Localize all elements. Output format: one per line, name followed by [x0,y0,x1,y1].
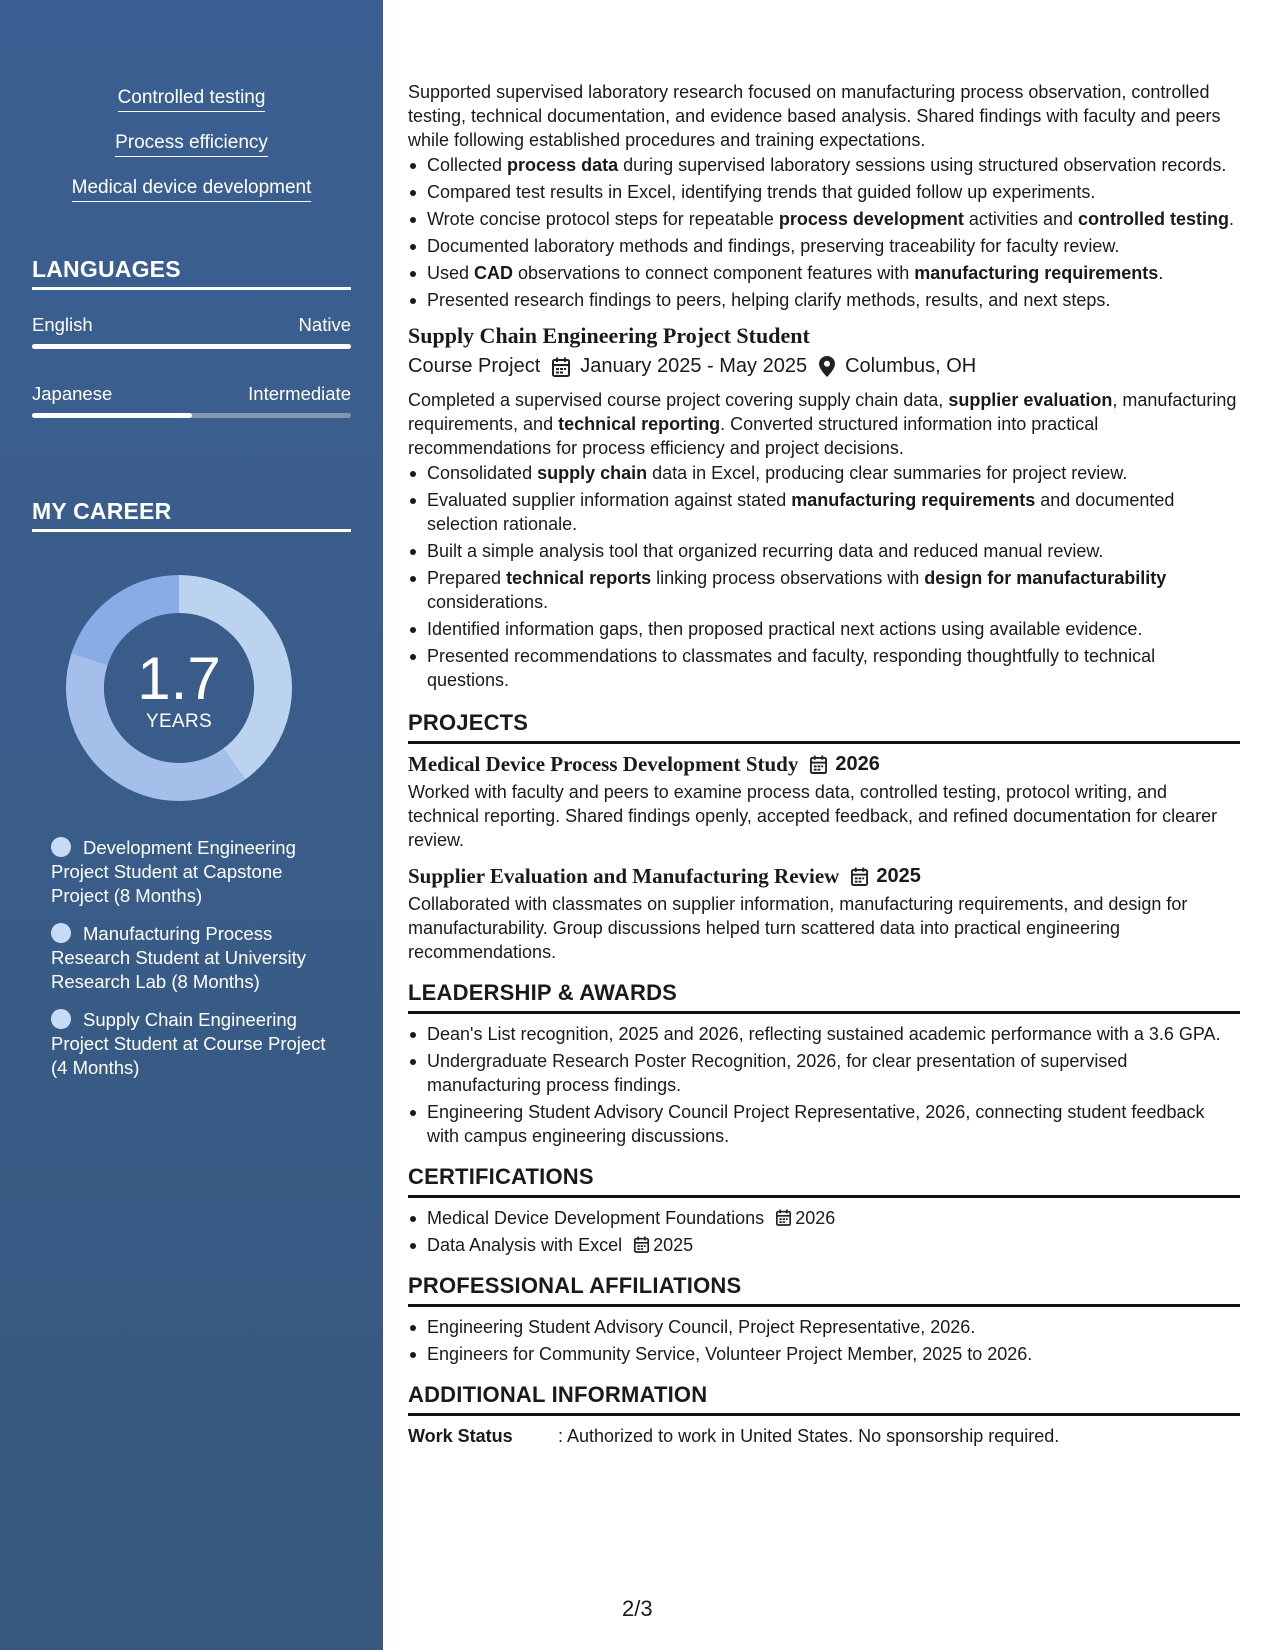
language-proficiency-fill [32,413,192,418]
career-heading: MY CAREER [32,498,351,532]
language-row [32,314,351,336]
text-segment: data in Excel, producing clear summaries for project review. [647,463,1128,483]
bullet-item [408,207,1240,231]
sidebar [0,0,383,1650]
bullet-item [408,288,1240,312]
text-segment: Completed a supervised course project covering supply chain data, [408,390,949,410]
project-description: Worked with faculty and peers to examine process data, controlled testing, protocol writing, and technical reporting. Shared findings openly, accepted feedback, and refined documentation for clearer review. [408,782,1218,850]
certifications-list [408,1206,1240,1257]
bullet-item [408,488,1240,536]
certification-year: 2025 [653,1235,694,1255]
skill-item: Controlled testing [118,86,266,112]
project-title: Supplier Evaluation and Manufacturing Review [408,864,840,888]
text-segment: Wrote concise protocol steps for repeatable [427,209,779,229]
career-list [51,836,331,1094]
text-segment: activities and [963,209,1078,229]
work-status-value: : Authorized to work in United States. No sponsorship required. [558,1426,1060,1446]
bullet-item [408,617,1240,641]
calendar-icon [851,867,868,886]
project-year: 2025 [876,865,921,887]
certification-item [408,1206,1240,1230]
text-segment: observations to connect component features with [513,263,915,283]
award-item: Engineering Student Advisory Council Project Representative, 2026, connecting student feedback with campus engineering discussions. [408,1100,1240,1148]
career-item [51,922,331,994]
language-level: Intermediate [248,383,351,404]
research-summary: Supported supervised laboratory research focused on manufacturing process observation, controlled testing, technical documentation, and evidence based analysis. Shared findings with faculty and peers while following established procedures and training expectations. [408,82,1221,150]
career-dot-icon [51,923,71,943]
skills-list [0,86,383,221]
bullet-item [408,261,1240,285]
career-item-text: Development Engineering Project Student at Capstone Project (8 Months) [51,837,296,906]
text-segment: Built a simple analysis tool that organized recurring data and reduced manual review. [427,541,1104,561]
career-item-text: Supply Chain Engineering Project Student at Course Project (4 Months) [51,1009,326,1078]
job-title: Supply Chain Engineering Project Student [408,323,810,348]
skill-item: Medical device development [72,176,312,202]
awards-list [408,1022,1240,1148]
page-number: 2/3 [622,1596,653,1621]
language-proficiency-bar [32,344,351,349]
emphasis-text: CAD [474,263,514,283]
bullet-item [408,539,1240,563]
research-bullets [408,153,1240,312]
emphasis-text: technical reports [506,568,652,588]
text-segment: linking process observations with [651,568,925,588]
career-item [51,1008,331,1080]
emphasis-text: design for manufacturability [924,568,1167,588]
career-total-unit: YEARS [146,711,212,732]
bullet-item [408,180,1240,204]
text-segment: Collected [427,155,508,175]
certification-name: Data Analysis with Excel [427,1235,623,1255]
awards-heading: LEADERSHIP & AWARDS [408,980,1240,1014]
job-dates: January 2025 - May 2025 [580,355,808,377]
map-pin-icon [819,356,835,377]
affiliation-item: Engineering Student Advisory Council, Project Representative, 2026. [408,1315,1240,1339]
job-meta [408,355,1240,378]
job-bullets [408,461,1240,692]
award-item: Dean's List recognition, 2025 and 2026, reflecting sustained academic performance with a 3.6 GPA. [408,1022,1240,1046]
text-segment: Consolidated [427,463,538,483]
text-segment: Prepared [427,568,507,588]
language-level: Native [298,314,351,335]
emphasis-text: process data [507,155,619,175]
calendar-icon [776,1209,791,1226]
career-total [66,575,292,801]
text-segment: . [1158,263,1164,283]
project-title-row [408,864,1240,889]
emphasis-text: manufacturing requirements [791,490,1036,510]
calendar-icon [634,1236,649,1253]
certification-item [408,1233,1240,1257]
skill-item: Process efficiency [115,131,268,157]
bullet-item [408,153,1240,177]
text-segment: and documented selection rationale. [427,490,1175,534]
affiliations-heading: PROFESSIONAL AFFILIATIONS [408,1273,1240,1307]
emphasis-text: supplier evaluation [948,390,1113,410]
certification-name: Medical Device Development Foundations [427,1208,765,1228]
text-segment: . Converted structured information into practical recommendations for process efficiency and project decisions. [408,414,1099,458]
bullet-item [408,644,1240,692]
text-segment: Presented research findings to peers, helping clarify methods, results, and next steps. [427,290,1111,310]
emphasis-text: supply chain [537,463,648,483]
project-year: 2026 [835,753,880,775]
project-description: Collaborated with classmates on supplier information, manufacturing requirements, and design for manufacturability. Group discussions helped turn scattered data into practical engineering recommendations. [408,894,1188,962]
career-total-value: 1.7 [137,645,221,712]
language-name: English [32,314,93,335]
calendar-icon [810,755,827,774]
bullet-item [408,234,1240,258]
career-item [51,836,331,908]
text-segment: Presented recommendations to classmates and faculty, responding thoughtfully to technical questions. [427,646,1156,690]
project-item [408,864,1240,964]
job-summary [408,388,1240,460]
job-location: Columbus, OH [845,355,977,377]
main-content [408,0,1240,1448]
affiliations-list [408,1315,1240,1366]
emphasis-text: controlled testing [1077,209,1229,229]
emphasis-text: manufacturing requirements [914,263,1159,283]
emphasis-text: process development [778,209,964,229]
emphasis-text: technical reporting [558,414,721,434]
language-proficiency-fill [32,344,351,349]
job-org: Course Project [408,355,541,377]
languages-heading: LANGUAGES [32,256,351,290]
projects-heading: PROJECTS [408,710,1240,744]
text-segment: Used [427,263,475,283]
bullet-item [408,461,1240,485]
career-item-text: Manufacturing Process Research Student at University Research Lab (8 Months) [51,923,307,992]
certification-year: 2026 [795,1208,836,1228]
text-segment: , manufacturing requirements, and [408,390,1237,434]
career-dot-icon [51,837,71,857]
calendar-icon [552,357,570,377]
language-name: Japanese [32,383,113,404]
project-title: Medical Device Process Development Study [408,752,799,776]
work-status-label: Work Status [408,1426,513,1446]
project-item [408,752,1240,852]
certifications-heading: CERTIFICATIONS [408,1164,1240,1198]
text-segment: . [1229,209,1235,229]
text-segment: considerations. [427,592,549,612]
award-item: Undergraduate Research Poster Recognition, 2026, for clear presentation of supervised manufacturing process findings. [408,1049,1240,1097]
text-segment: Documented laboratory methods and findings, preserving traceability for faculty review. [427,236,1120,256]
text-segment: during supervised laboratory sessions using structured observation records. [618,155,1227,175]
language-proficiency-bar [32,413,351,418]
project-title-row [408,752,1240,777]
text-segment: Compared test results in Excel, identifying trends that guided follow up experiments. [427,182,1096,202]
bullet-item [408,566,1240,614]
text-segment: Identified information gaps, then proposed practical next actions using available evidence. [427,619,1143,639]
language-row [32,383,351,405]
career-dot-icon [51,1009,71,1029]
work-status-row [408,1424,1240,1448]
additional-info-heading: ADDITIONAL INFORMATION [408,1382,1240,1416]
text-segment: Evaluated supplier information against stated [427,490,792,510]
affiliation-item: Engineers for Community Service, Volunteer Project Member, 2025 to 2026. [408,1342,1240,1366]
